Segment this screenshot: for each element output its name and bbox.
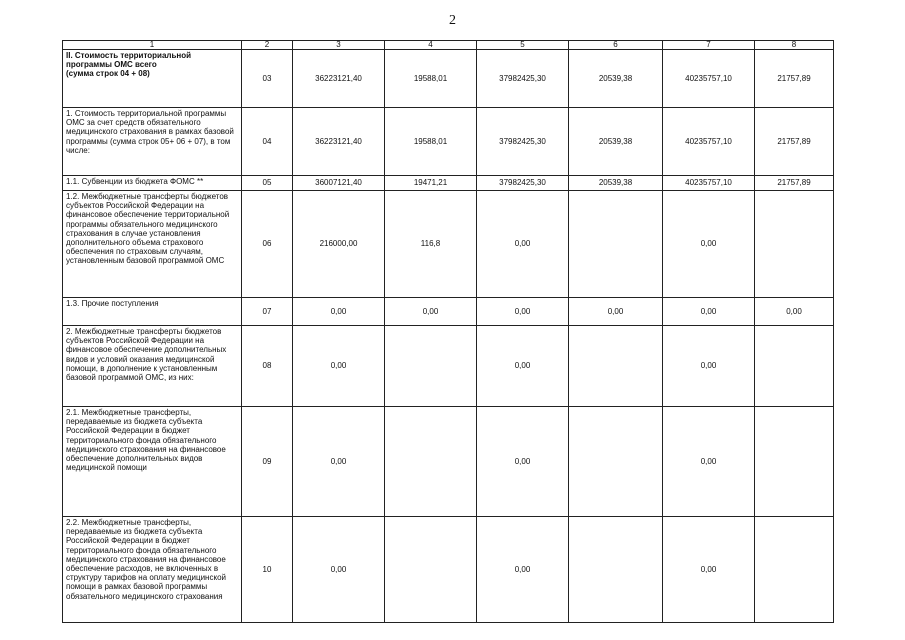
- table-cell: 0,00: [385, 298, 477, 326]
- table-cell: 36007121,40: [293, 176, 385, 191]
- table-cell: [755, 191, 834, 298]
- table-row-10: [63, 517, 834, 623]
- row-description: 1. Стоимость территориальной программы ОМС за счет средств обязательного медицинского страхования в рамках базовой программы (сумма строк 05+ 06 + 07), в том числе:: [63, 108, 242, 176]
- row-description: II. Стоимость территориальной программы ОМС всего (сумма строк 04 + 08): [63, 50, 242, 108]
- table-cell: 0,00: [477, 298, 569, 326]
- header-cell: 1: [63, 41, 242, 50]
- row-code: 05: [242, 176, 293, 191]
- row-code: 08: [242, 326, 293, 407]
- header-cell: 2: [242, 41, 293, 50]
- table-cell: 0,00: [477, 517, 569, 623]
- header-cell: 7: [663, 41, 755, 50]
- table-cell: 0,00: [293, 407, 385, 517]
- table-cell: 0,00: [477, 407, 569, 517]
- table-cell: 21757,89: [755, 176, 834, 191]
- cost-table: [62, 40, 834, 623]
- table-cell: 0,00: [755, 298, 834, 326]
- table-cell: 0,00: [663, 517, 755, 623]
- table-row-03: [63, 50, 834, 108]
- table-cell: 0,00: [293, 517, 385, 623]
- table-cell: [569, 407, 663, 517]
- table-cell: 0,00: [293, 326, 385, 407]
- header-cell: 6: [569, 41, 663, 50]
- table-cell: 0,00: [663, 298, 755, 326]
- table-row-06: [63, 191, 834, 298]
- table-cell: 37982425,30: [477, 108, 569, 176]
- row-code: 09: [242, 407, 293, 517]
- table-cell: [755, 407, 834, 517]
- table-cell: 40235757,10: [663, 50, 755, 108]
- row-description: 1.2. Межбюджетные трансферты бюджетов субъектов Российской Федерации на финансовое обеспечение территориальной программы обязательного медицинского страхования в случае установления дополнительного объема страхового обеспечения по страховым случаям, установленным базовой программой ОМС: [63, 191, 242, 298]
- row-description: 2. Межбюджетные трансферты бюджетов субъектов Российской Федерации на финансовое обеспечение дополнительных видов и условий оказания медицинской помощи, в дополнение к установленным базовой программой ОМС, из них:: [63, 326, 242, 407]
- row-code: 06: [242, 191, 293, 298]
- table-cell: [385, 326, 477, 407]
- table-cell: 19588,01: [385, 108, 477, 176]
- table-cell: 20539,38: [569, 108, 663, 176]
- table-cell: 40235757,10: [663, 108, 755, 176]
- table-cell: 40235757,10: [663, 176, 755, 191]
- header-row: [63, 41, 834, 50]
- table-cell: 19471,21: [385, 176, 477, 191]
- table-cell: [385, 407, 477, 517]
- row-code: 07: [242, 298, 293, 326]
- page-number: 2: [449, 13, 456, 28]
- table-cell: 0,00: [477, 191, 569, 298]
- table-cell: 116,8: [385, 191, 477, 298]
- row-code: 03: [242, 50, 293, 108]
- header-cell: 3: [293, 41, 385, 50]
- table-cell: 20539,38: [569, 176, 663, 191]
- table-cell: 36223121,40: [293, 50, 385, 108]
- table-cell: 0,00: [569, 298, 663, 326]
- row-code: 04: [242, 108, 293, 176]
- table-row-09: [63, 407, 834, 517]
- table-cell: 0,00: [663, 191, 755, 298]
- table-cell: 216000,00: [293, 191, 385, 298]
- table-cell: [755, 326, 834, 407]
- table-cell: 0,00: [293, 298, 385, 326]
- table-cell: 0,00: [663, 326, 755, 407]
- table-cell: [569, 191, 663, 298]
- table-cell: 21757,89: [755, 50, 834, 108]
- header-cell: 4: [385, 41, 477, 50]
- row-code: 10: [242, 517, 293, 623]
- row-description: 1.3. Прочие поступления: [63, 298, 242, 326]
- table-cell: 37982425,30: [477, 176, 569, 191]
- table-cell: 0,00: [663, 407, 755, 517]
- table-cell: 37982425,30: [477, 50, 569, 108]
- table-cell: 0,00: [477, 326, 569, 407]
- table-cell: [755, 517, 834, 623]
- table-cell: 19588,01: [385, 50, 477, 108]
- table-row-05: [63, 176, 834, 191]
- header-cell: 8: [755, 41, 834, 50]
- table-row-08: [63, 326, 834, 407]
- row-description: 1.1. Субвенции из бюджета ФОМС **: [63, 176, 242, 191]
- table-cell: [385, 517, 477, 623]
- row-description: 2.1. Межбюджетные трансферты, передаваемые из бюджета субъекта Российской Федерации в бюджет территориального фонда обязательного медицинского страхования на финансовое обеспечение дополнительных видов медицинской помощи: [63, 407, 242, 517]
- table-cell: [569, 517, 663, 623]
- table-cell: [569, 326, 663, 407]
- table-row-04: [63, 108, 834, 176]
- table-row-07: [63, 298, 834, 326]
- table-cell: 21757,89: [755, 108, 834, 176]
- header-cell: 5: [477, 41, 569, 50]
- table-cell: 36223121,40: [293, 108, 385, 176]
- table-cell: 20539,38: [569, 50, 663, 108]
- row-description: 2.2. Межбюджетные трансферты, передаваемые из бюджета субъекта Российской Федерации в бюджет территориального фонда обязательного медицинского страхования на финансовое обеспечение расходов, не включенных в структуру тарифов на оплату медицинской помощи в рамках базовой программы обязательного медицинского страхования: [63, 517, 242, 623]
